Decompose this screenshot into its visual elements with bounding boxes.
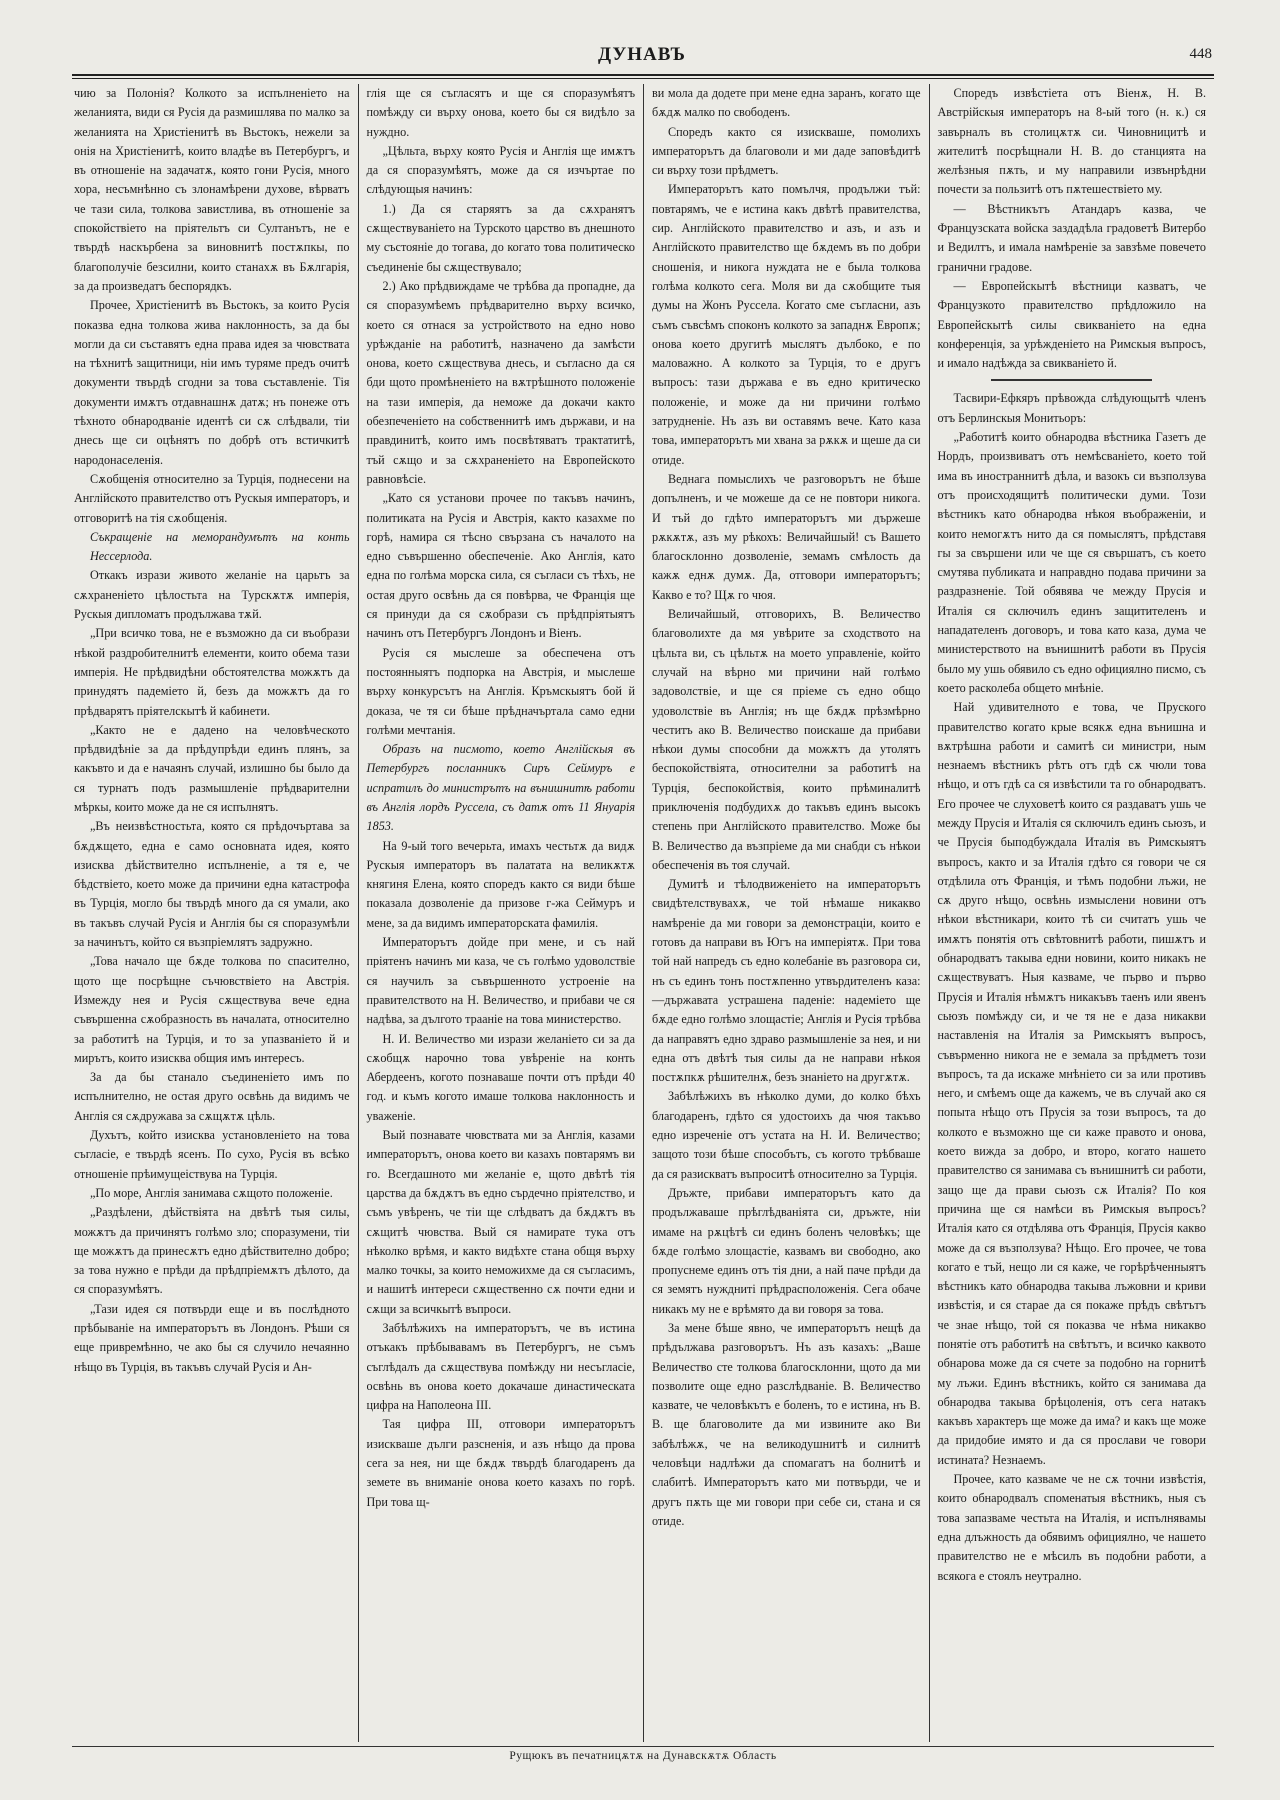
article-paragraph: Откакъ изрази живото желаніе на царьтъ за сѫхраненіето цѣлостьта на Турскѫтѫ имперія, Рускыя дипломатъ продължава тѫй.: [74, 568, 350, 622]
article-paragraph: — Европейскытѣ вѣстници казватъ, че Французкото правителство прѣдложило на Европейскытѣ силы свикваніето на една конференція, за урѣжденіето на Римскыя въпросъ, и имало надѣжда за свикваніето й.: [937, 278, 1206, 371]
article-paragraph: — Вѣстникътъ Атандаръ казва, че Французската войска заздадѣла градоветѣ Витербо и Ведилтъ, и имала намѣреніе за завзѣме повечето гранични градове.: [937, 201, 1206, 274]
article-paragraph: „Като ся установи прочее по такъвъ начинъ, политиката на Русія и Австрія, както казахме по горѣ, намира ся тѣсно свързана съ началото на едно съвършенно обеспеченіе. Ако Англія, като една по голѣма морска сила, ся съгласи съ тѣхъ, не остая друго освѣнь да ся повѣрва, че Франція ще ся принуди да ся сѫобрази съ прѣдпріятыятъ начинъ отъ Петербургъ Лондонъ и Віенъ.: [366, 491, 635, 641]
header-rule: [72, 74, 1214, 79]
article-paragraph: Величайшый, отговорихъ, В. Величество благоволихте да мя увѣрите за сходството на цѣльта ви, съ цѣльтѫ на моето управленіе, който случай на вѣрно ми причини най голѣмо задоволствіе, и ще ся пріеме съ едно общо удоволствіе въ Англія; нъ ще бѫдѫ прѣзмѣрно честитъ ако В. Величество поискаше да прибави нѣкои думы способни да можѫтъ да утолятъ беспокойствіята, относителни за работитѣ на Турція, беспокойствія, които прѣминалитѣ приключенія подбудихѫ до такъвъ единъ высокъ степень при Англійското правителство. Може бы В. Величество да възпріеме да ми снабди съ нѣкои обеспеченія въ тоя случай.: [652, 607, 921, 872]
article-paragraph: „По море, Англія занимава сѫщото положеніе.: [90, 1185, 333, 1200]
article-paragraph: На 9-ый того вечерьта, имахъ честьтѫ да видѫ Рускыя императоръ въ палатата на великѫтѫ княгиня Елена, която споредъ както ся види бѣше показала дозволеніе да призове г-жа Сеймуръ и мене, за да видимъ императорската фамилія.: [366, 838, 635, 930]
article-paragraph: Прочее, Христіенитѣ въ Вьстокъ, за които Русія показва една толкова жива наклонность, за да бы могли да си съставятъ една права идея за чювствата на тѣхнитѣ защитници, ніи имъ туряме предъ очитѣ документи твърдѣ сгодни за това съставленіе. Тія документи имѫтъ отдавнашнѫ датѫ; нъ понеже отъ тѣхното обнародваніе идентѣ си сѫ слѣдвали, тіи днесь ще си оцѣнятъ по добрѣ отъ встичкитѣ народонаселенія.: [74, 298, 350, 467]
article-paragraph: „Тази идея ся потвърди еще и въ послѣдното прѣбываніе на императорътъ въ Лондонъ. Рѣши ся еще привремѣнно, че ако бы ся случило нечаянно нѣщо въ Турція, въ такъвъ случай Русія и Ан-: [74, 1301, 350, 1374]
article-paragraph: Забѣлѣжихъ на императорътъ, че въ истина отъкакъ прѣбывавамъ въ Петербургъ, не съмъ съглѣдалъ да сѫществува помѣжду ни несъгласіе, освѣнь въ онова което докачаше династическата цифра на Наполеона III.: [366, 1321, 635, 1413]
article-paragraph: Най удивителното е това, че Пруского правителство когато крые всякѫ една вънишна и вѫтрѣшна работи и самитѣ си министри, ным незнаемъ вѣстникъ рѣтъ отъ гдѣ сѫ чюли това нѣщо, и отъ гдѣ са ся извѣстили та го обнародватъ. Его прочее че слуховетѣ които ся раздаватъ ушь че между Прусія и Италія ся сключилъ единъ сьюзъ, и че Прусія быподбуждала Италія въ Римскыятъ въпросъ, както и за Италія гдѣто ся говори че ся отдѣлила отъ Франція, и тѣмъ подобни лъжи, не сѫ друго нѣщо, освѣнь измыслени новини отъ нѣкои вѣстникари, които тѣ си считатъ ушь че имѫтъ понятія отъ свѣтовнитѣ работи, пишѫтъ и обнародватъ такыва едни новини, които никакъ не сѫществуватъ. Ныя казваме, че първо и първо Прусія и Италія нѣмѫтъ никакъвъ таенъ или явенъ сьюзъ помѣжду си, и че тя не е даза никакви наставленія на Италія за Римскыятъ въпросъ, съвърменно никога не е земала за прѣдметъ този въпросъ, та да искаже мнѣніето си за или противъ него, и смѣемъ още да кажемъ, че въ случай ако ся попыта нѣщо отъ Прусія за този въпросъ, та до колкото е възможно ще си каже правото и онова, което вижда за добро, и второ, когато нашето правителство ся занимава съ вънишнитѣ си работи, защо ще да прави сьюзъ сѫ Италія? По коя причина ще ся намѣси въ Римскыя въпросъ? Италія като ся отдѣлява отъ Франція, Прусія какво може да ся възползува? Нѣщо. Его прочее, че това когато е тъй, нещо ли ся каже, че горѣрѣченныятъ вѣстникъ като обнародва такыва лъжовни и криви извѣстія, и ся старае да ся покаже прѣдъ свѣтътъ че знае нѣщо, той ся показва че нѣма никакво понятіе отъ работитѣ на свѣтътъ, и всичко каквото обнарова може да ся счете за подобно на горнитѣ му лъжи. Единъ вѣстникъ, който ся занимава да обнародва такыва брѣцоленія, отъ сега натакъ какъвъ характеръ ще може да има? и какъ ще може да придобие имято и да ся прослави че говори истината? Незнаемъ.: [937, 700, 1206, 1467]
article-paragraph: Тасвири-Ефкяръ прѣвожда слѣдующытѣ членъ отъ Берлинскыя Монитьоръ:: [937, 391, 1206, 425]
article-paragraph: Споредъ извѣстіета отъ Віенѫ, Н. В. Австрійскыя императоръ на 8-ый того (н. к.) ся завърналъ въ столицѫтѫ си. Чиновницитѣ и жителитѣ посрѣщнали Н. В. до станцията на желѣзныя пѫть, и му направили извънрѣдни почести за пользитѣ отъ пѫтешествіето му.: [937, 86, 1206, 197]
article-paragraph: 1.) Да ся старяятъ за да сѫхранятъ сѫществуваніето на Турското царство въ днешното му състояніе до тогава, до когато това политическо съединеніе бы сѫществувало;: [366, 201, 635, 274]
article-paragraph: „Въ неизвѣстностьта, която ся прѣдочъртава за бѫдѫщето, една е само основната идея, която изисква дѣйствително испълненіе, а тя е, че бѣдствіето, което може да причини една катастрофа въ Турція, могло бы твърдѣ много да ся умали, ако въ такъвъ случай Русія и Англія бы ся споразумѣли за начинътъ, който ся възпріемлятъ задружно.: [74, 819, 350, 950]
column-3: [643, 84, 929, 1742]
column-4: [929, 84, 1215, 1742]
masthead: [72, 44, 1212, 72]
article-paragraph: Императорътъ дойде при мене, и съ най пріятенъ начинъ ми каза, че съ голѣмо удоволствіе ся научилъ за съвършенното устроеніе на правителството на Н. Величество, и прибави че ся надѣва, за дългото трааніе на това министерство.: [366, 935, 635, 1027]
article-paragraph: ви мола да додете при мене една заранъ, когато ще бѫдѫ малко по свободенъ.: [652, 86, 921, 120]
article-paragraph: чию за Полонія? Колкото за испълненіето на желанията, види ся Русія да размишлява по малко за желанията на Христіенитѣ въ Вьстокъ, нежели за онія на Христіенитѣ, които владѣе въ Петербургъ, и въ отношеніе на задачатѫ, която гони Русія, много хора, несъмнѣнно съ злонамѣрени духове, вѣрватъ че тази сила, толкова завистлива, въ отношеніе за спокойствіето на пріятельтъ си Султанътъ, не е твърдѣ наскърбена за виновнитѣ постѫпкы, по благополучіе безсилни, които станахѫ въ Бѫлгарія, за да произведатъ беспорядкъ.: [74, 86, 350, 293]
article-paragraph: „При всичко това, не е възможно да си въобрази нѣкой раздробителнитѣ елементи, които обема тази имперія. Не прѣдвидѣни обстоятелства можѫтъ да принудятъ падеміето й, безъ да можѫтъ да го прѣдварятъ пріятелскытѣ й кабинети.: [74, 626, 350, 718]
article-paragraph: Императорътъ като помълчя, продължи тъй: повтарямъ, че е истина какъ двѣтѣ правителства, сир. Англійското правителство и азъ, и азъ и Англійското правителство ще бѫдемъ въ по добри сношенія, и никога нуждата не е была толкова голѣма колкото сега. Моля ви да сѫобщите тыя думы на Жонъ Руссела. Когато сме съгласни, азъ съмъ съвсѣмъ споконъ колкото за западнѫ Европѫ; онова което другитѣ мыслятъ дълбоко, е по маловажно. А колкото за Турція, то е другъ въпросъ: тази държава е въ едно критическо положеніе, и може да ни причини голѣмо затрудненіе. Нъ азъ ви оставямъ вече. Като каза това, императорътъ ми хвана за рѫкѫ и щеше да си отиде.: [652, 182, 921, 467]
article-paragraph: „Както не е дадено на человѣческото прѣдвидѣніе за да прѣдупрѣди единъ плянъ, за какъвто и да е начаянъ случай, излишно бы было да ся турнатъ подъ размышленіе прѣдварителни мѣркы, които може да не ся испълнятъ.: [74, 722, 350, 814]
article-paragraph: Споредъ както ся изискваше, помолихъ императорътъ да благоволи и ми даде заповѣдитѣ си върху този прѣдметъ.: [652, 124, 921, 178]
article-paragraph: „Раздѣлени, дѣйствіята на двѣтѣ тыя силы, можѫтъ да причинятъ голѣмо зло; споразумени, тіи ще можѫтъ да принесѫтъ едно дѣйствително добро; за това нужно е прѣди да прѣдпріемѫтъ дѣлото, да ся споразумѣятъ.: [74, 1205, 350, 1297]
article-paragraph: Н. И. Величество ми изрази желаніето си за да сѫобщѫ нарочно това увѣреніе на конть Абердеенъ, когото познаваше почти отъ прѣди 40 год. и къмъ когото имаше толкова наклонность и уваженіе.: [366, 1031, 635, 1123]
printer-imprint: Рущюкъ въ печатницѫтѫ на Дунавскѫтѫ Область: [509, 1750, 777, 1762]
article-paragraph: Русія ся мыслеше за обеспечена отъ постоянныятъ подпорка на Австрія, и мыслеше върху конкурсътъ на Англія. Кръмскыятъ бой й доказа, че тя си бѣше прѣдначъртала само едни голѣми мечтанія.: [366, 645, 635, 737]
article-paragraph: „Цѣльта, върху която Русія и Англія ще имѫтъ да ся споразумѣятъ, може да ся изчъртае по слѣдующыя начинъ:: [366, 143, 635, 197]
text-columns: [72, 84, 1214, 1742]
page-number: 448: [1189, 46, 1212, 62]
section-heading: Съкращеніе на меморандумътъ на конть Нессерлода.: [90, 529, 350, 564]
article-paragraph: глія ще ся съгласятъ и ще ся споразумѣятъ помѣжду си върху онова, което бы ся видѣло за нуждно.: [366, 86, 635, 139]
article-paragraph: Дръжте, прибави императорътъ като да продължаваше прѣглѣдваніята си, дръжте, ніи имаме на рѫцѣтѣ си единъ боленъ человѣкъ; ще бѫде голѣмо злощастіе, казвамъ ви свободно, ако пропуснеме единъ отъ тія дни, а най паче прѣди да ся земятъ нуждниті прѣдрасположенія. Сега обаче никакъ му не е врѣмято да ви говоря за това.: [652, 1185, 921, 1316]
article-paragraph: 2.) Ако прѣдвиждаме че трѣбва да пропадне, да ся споразумѣемъ прѣдварително върху всичко, което ся отнася за устройството на едно ново урѣжданіе на работитѣ, назначено да замѣсти онова, което сѫществува днесь, и съгласно да ся бди щото промѣненіето на вѫтрѣшното положеніе на тази имперія, да неможе да докачи както обезпеченіето на собственнитѣ имъ държави, и на правдинитѣ, които имъ посвѣтяватъ трактатитѣ, тъй сѫщо и за сѫхраненіето на Европейското равновѣсіе.: [366, 278, 635, 486]
column-2: [358, 84, 644, 1742]
article-paragraph: Духътъ, който изисква установленіето на това съгласіе, е твърдѣ ясенъ. По сухо, Русія въ всѣко отношеніе прѣимущеіствува на Турція.: [74, 1128, 350, 1181]
article-paragraph: Тая цифра III, отговори императорътъ изискваше дълги разсненія, и азъ нѣщо да прова сега за нея, ни ще бѫдѫ твърдѣ благодаренъ да земете въ вниманіе онова което казахъ по горѣ. При това щ-: [366, 1417, 635, 1509]
article-paragraph: За да бы станало съединеніето имъ по испълнително, не остая друго освѣнь да видимъ че Англія ся сѫдружава за сѫщѫтѫ цѣль.: [74, 1070, 350, 1123]
article-paragraph: Вый познавате чювствата ми за Англія, казами императорътъ, онова което ви казахъ повтарямъ ви го. Всегдашното ми желаніе е, щото двѣтѣ тія царства да бѫдѫтъ въ едно сърдечно пріятелство, и съмъ увѣренъ, че тіи ще слѣдватъ да бѫдѫтъ въ сѫщитѣ чювства. Вый ся намирате тука отъ нѣколко врѣмя, и както видѣхте стана общя върху малко точкы, за които неможихме да ся съгласимъ, и нашитѣ интереси сѫщественно сѫ почти едни и сѫщи за всичкытѣ въпроси.: [366, 1128, 635, 1316]
newspaper-title: ДУНАВЪ: [598, 44, 686, 65]
article-paragraph: За мене бѣше явно, че императорътъ нещѣ да прѣдължава разговорътъ. Нъ азъ казахъ: „Ваше Величество сте толкова благосклонни, щото да ми позволите още едно разслѣдваніе. В. Величество казвате, че человѣкътъ е боленъ, то е истина, нъ В. В. ще благоволите да ми извините ако Ви забѣлѣжѫ, че на великодушнитѣ и силнитѣ человѣци надлѣжи да спомагатъ на болнитѣ и слабитѣ. Императорътъ като ми потвърди, че и другъ пѫть ще ми говори при себе си, стана и ся отиде.: [652, 1321, 921, 1528]
footer: [72, 1746, 1214, 1769]
article-paragraph: Думитѣ и тѣлодвиженіето на императорътъ свидѣтелствувахѫ, че той нѣмаше никакво намѣреніе да ми говори за демонстраціи, които е готовъ да направи въ Югъ на имперіятѫ. При това той най напредъ съ едно колебаніе въ разговора си, нъ съ единъ тонъ постѫпенно утвърдителенъ каза:—държавата устрашена паденіе: надеміето ще бѫде едно голѣмо злощастіе; Англія и Русія трѣбва да направятъ едно здраво размышленіе за нея, и ни една отъ двѣтѣ тыя силы да не направи нѣкоя постѫпкѫ рѣшителнѫ, безъ знаніето на другѫтѫ.: [652, 877, 921, 1085]
article-paragraph: Забѣлѣжихъ въ нѣколко думи, до колко бѣхъ благодаренъ, гдѣто ся удостоихъ да чюя такъво едно изреченіе отъ устата на Н. И. Величество; защото този бѣше способътъ, съ когото трѣбваше да ся разискватъ въпроситѣ относително за Турція.: [652, 1089, 921, 1181]
article-paragraph: „Работитѣ които обнародва вѣстника Газетъ де Нордъ, произвиватъ отъ немѣсваніето, което той има въ иностраннитѣ дѣла, и вазокъ си възползува отъ происходящитѣ политически думи. Този вѣстникъ като обнародва нѣкоя въображеніи, и които немогѫтъ нито да ся помыслятъ, прѣдставя гы за свършени или че ще ся свършатъ, съ което смутява публиката и направдно подава причини за раздразненіе. Той обявява че между Прусія и Италія ся сключилъ единъ защитителенъ и нападателенъ договоръ, и това като каза, дума че министерството на вънишнитѣ работи въ Прусія было му ушь обявило съ едно официялно писмо, съ което расколеба общето мнѣніе.: [937, 430, 1206, 695]
section-divider: [991, 379, 1152, 381]
column-1: [72, 84, 358, 1742]
article-paragraph: Веднага помыслихъ че разговорътъ не бѣше допълненъ, и че можеше да се не повтори никога. И тъй до гдѣто императорътъ ми държеше рѫкѫтѫ, азъ му рѣкохъ: Величайшый! съ Вашето благосклонно дозволеніе, земамъ смѣлость да кажѫ еднѫ думѫ. Да, отговори императорътъ; Какво е то? Щѫ го чюя.: [652, 471, 921, 602]
article-paragraph: Образъ на писмото, което Англійскыя въ Петербургъ посланникъ Сиръ Сеймуръ е испратилъ до министрътъ на вънишнитѣ работи въ Англія лордъ Руссела, съ датѫ отъ 11 Януарія 1853.: [366, 742, 635, 834]
article-paragraph: „Това начало ще бѫде толкова по спасително, щото ще посрѣщне съчювствіето на Австрія. Измежду нея и Русія сѫществува вече една съвършенна сѫобразность въ началата, относително за работитѣ на Турція, и то за упазваніето й и мирътъ, които изисква общия имъ интересъ.: [74, 954, 350, 1065]
article-paragraph: Сѫобщенія относително за Турція, поднесени на Англійското правителство отъ Рускыя императоръ, и отговоритѣ на тія сѫобщенія.: [74, 471, 350, 525]
article-paragraph: Прочее, като казваме че не сѫ точни извѣстія, които обнародвалъ споменатыя вѣстникъ, ныя съ това запазваме честьта на Италія, и испълнявамы една длъжность да обявимъ официялно, че нашето правителство не е мѣсилъ въ подобни работи, а всякога е стоялъ неутрално.: [937, 1472, 1206, 1583]
